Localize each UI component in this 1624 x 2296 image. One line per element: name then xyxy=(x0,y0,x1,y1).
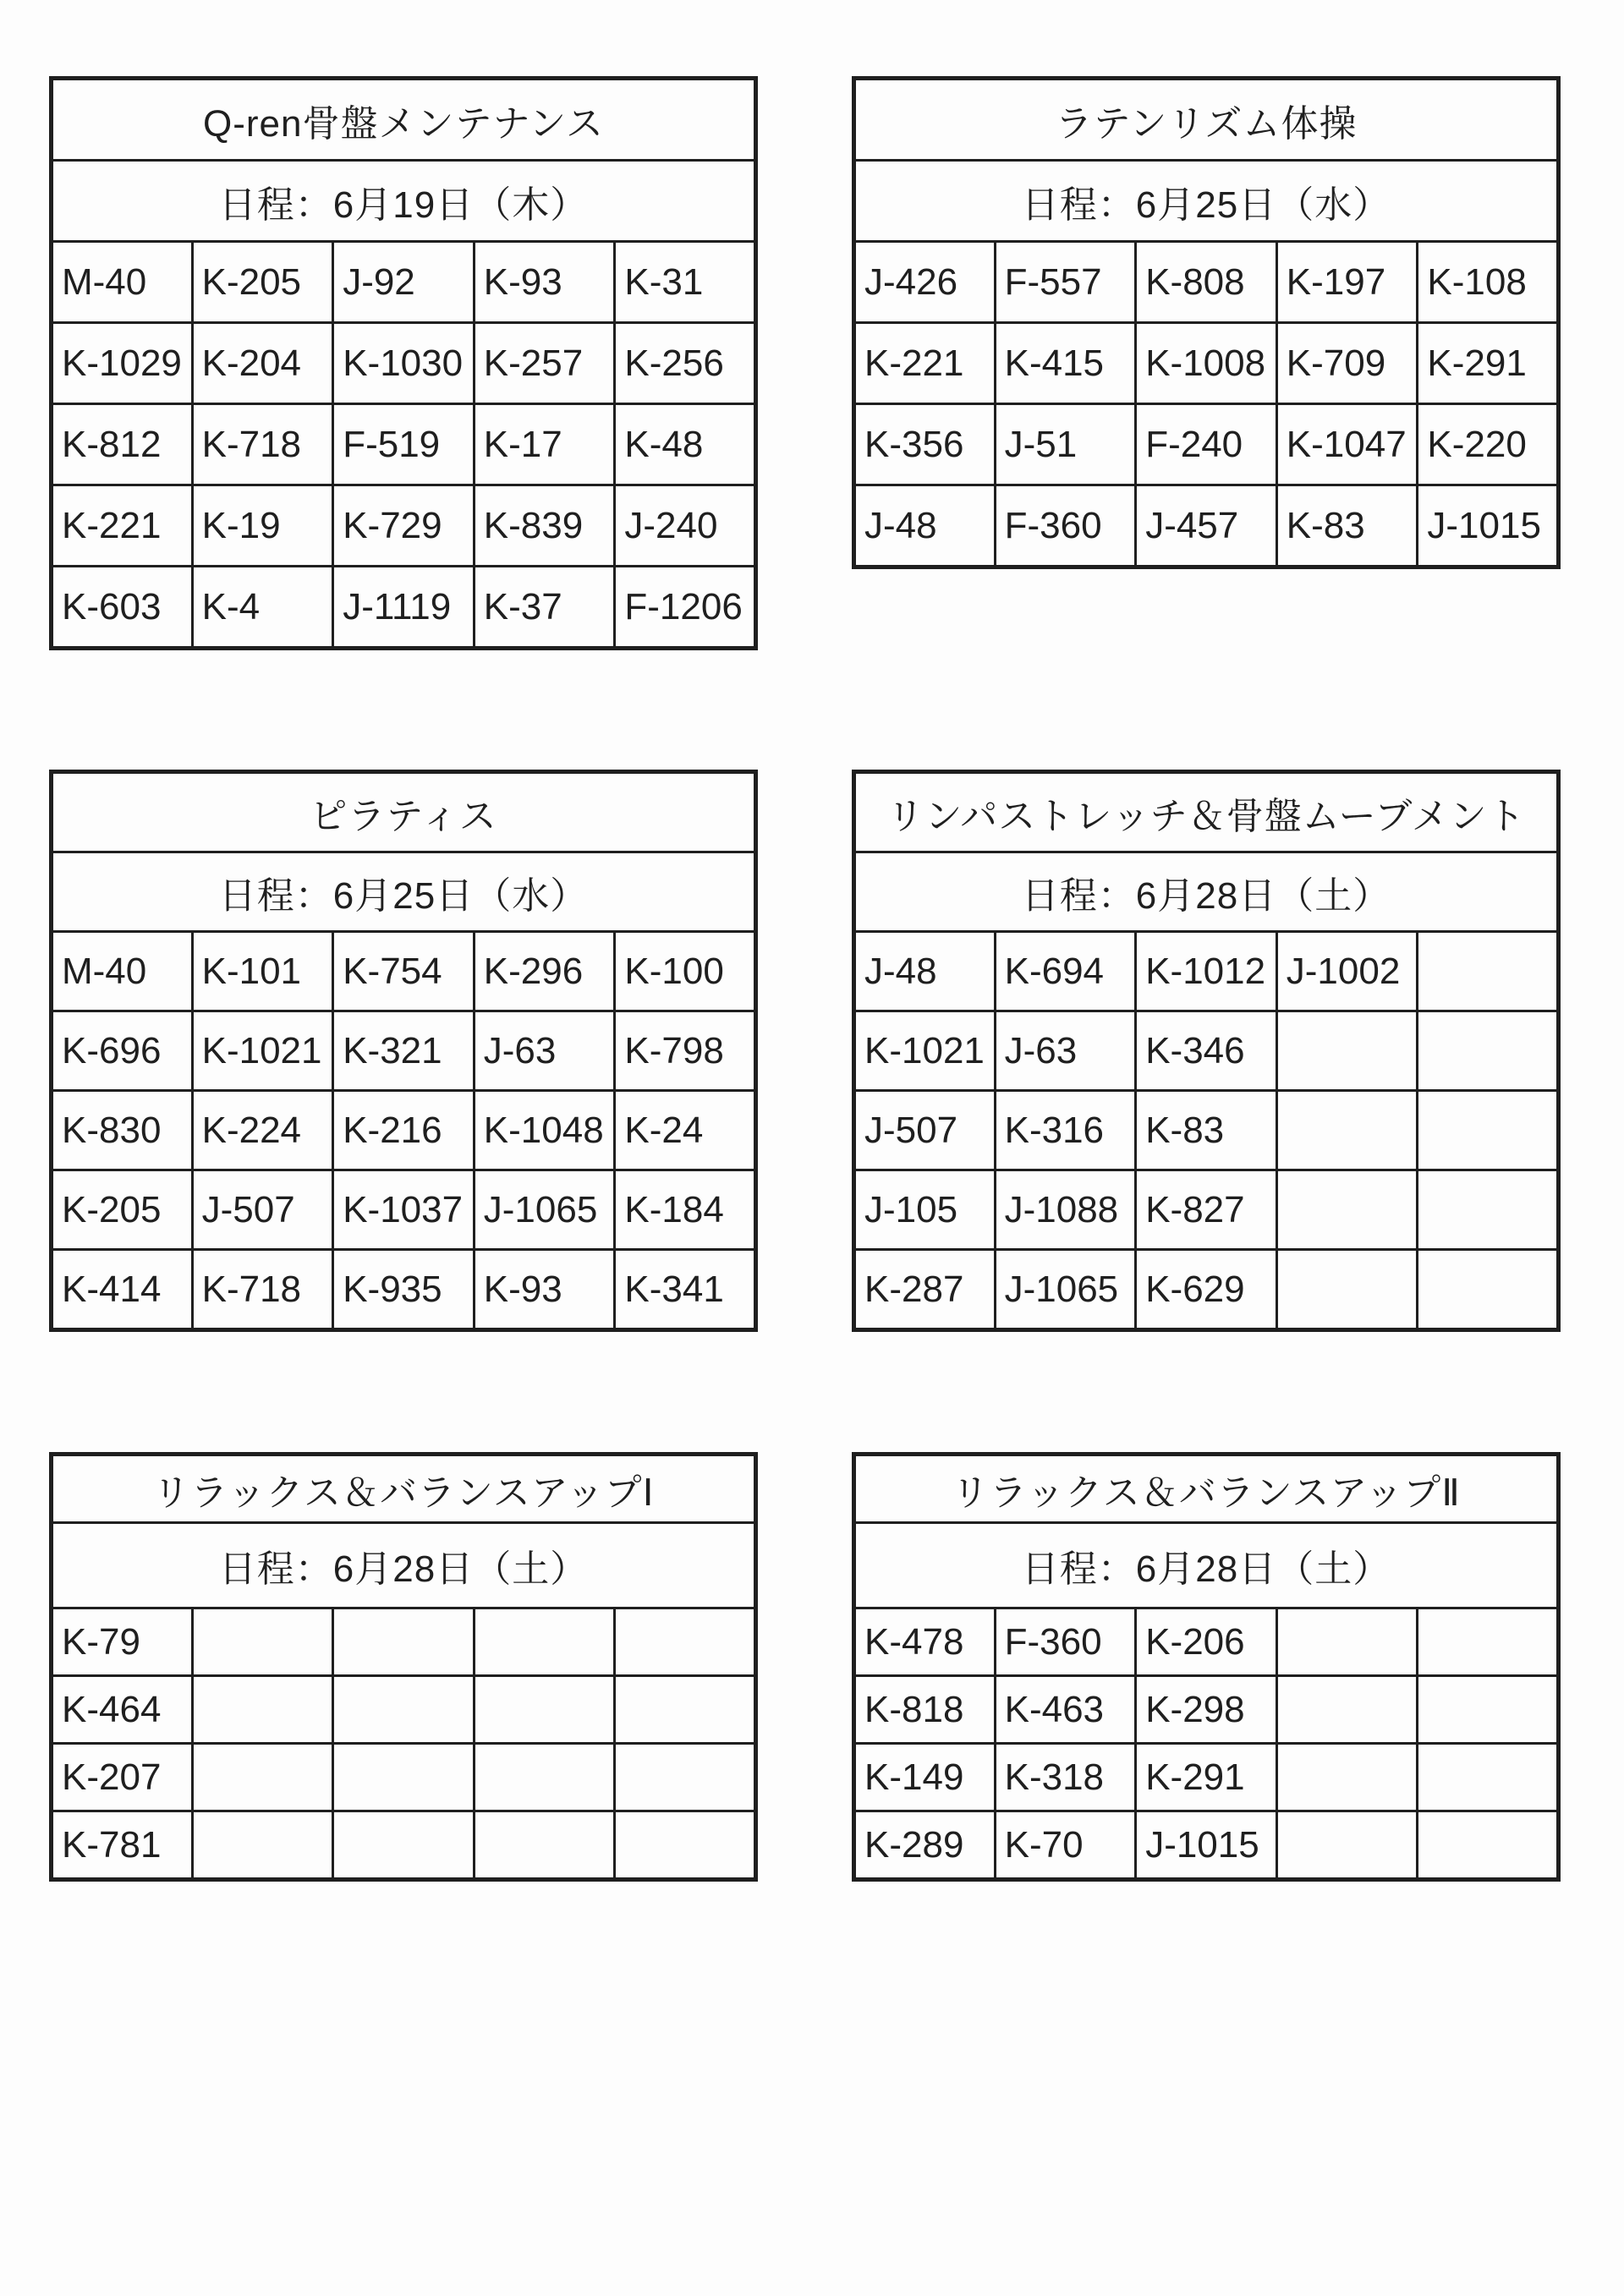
table-row xyxy=(854,161,1559,242)
table-grid xyxy=(49,76,758,650)
seat-code-cell: K-19 xyxy=(192,485,333,567)
table-date: 日程：6月25日（水） xyxy=(854,161,1559,242)
seat-code-cell: K-321 xyxy=(333,1011,475,1091)
seat-code-cell: K-1008 xyxy=(1136,323,1277,404)
seat-code-cell: J-240 xyxy=(615,485,756,567)
seat-code-cell: K-17 xyxy=(474,404,615,485)
table-row xyxy=(854,1011,1559,1091)
table-row xyxy=(854,79,1559,161)
seat-code-cell: K-839 xyxy=(474,485,615,567)
seat-code-cell: K-184 xyxy=(615,1170,756,1250)
table-row xyxy=(854,1091,1559,1170)
seat-code-cell: F-240 xyxy=(1136,404,1277,485)
table-title: リンパストレッチ＆骨盤ムーブメント xyxy=(854,772,1559,852)
seat-code-cell xyxy=(333,1676,475,1744)
seat-code-cell: K-216 xyxy=(333,1091,475,1170)
table-row xyxy=(52,1523,756,1608)
seat-code-cell: K-207 xyxy=(52,1744,193,1811)
table-grid xyxy=(49,1452,758,1882)
seat-code-cell: K-414 xyxy=(52,1250,193,1330)
seat-code-cell: K-257 xyxy=(474,323,615,404)
table-row xyxy=(52,1676,756,1744)
seat-code-cell xyxy=(192,1608,333,1676)
seat-code-cell: K-1030 xyxy=(333,323,475,404)
seat-code-cell: K-729 xyxy=(333,485,475,567)
seat-code-cell: K-341 xyxy=(615,1250,756,1330)
seat-code-cell: M-40 xyxy=(52,932,193,1011)
table-title: Q-ren骨盤メンテナンス xyxy=(52,79,756,161)
seat-code-cell xyxy=(615,1811,756,1880)
seat-code-cell: K-830 xyxy=(52,1091,193,1170)
seat-code-cell: K-694 xyxy=(995,932,1136,1011)
seat-code-cell xyxy=(1276,1676,1418,1744)
seat-code-cell: K-70 xyxy=(995,1811,1136,1880)
seat-code-cell: K-101 xyxy=(192,932,333,1011)
seat-code-cell: K-83 xyxy=(1136,1091,1277,1170)
seat-code-cell: K-718 xyxy=(192,1250,333,1330)
seat-code-cell xyxy=(192,1744,333,1811)
seat-code-cell xyxy=(474,1676,615,1744)
seat-code-cell xyxy=(1276,1811,1418,1880)
table-row xyxy=(854,323,1559,404)
seat-code-cell: K-827 xyxy=(1136,1170,1277,1250)
seat-code-cell: K-291 xyxy=(1418,323,1559,404)
table-date: 日程：6月19日（木） xyxy=(52,161,756,242)
seat-code-cell xyxy=(615,1744,756,1811)
seat-code-cell: K-93 xyxy=(474,1250,615,1330)
seat-code-cell: K-316 xyxy=(995,1091,1136,1170)
seat-code-cell: F-519 xyxy=(333,404,475,485)
table-row xyxy=(52,1608,756,1676)
seat-code-cell: K-93 xyxy=(474,242,615,323)
table-date: 日程：6月28日（土） xyxy=(854,852,1559,932)
seat-code-cell: J-1065 xyxy=(474,1170,615,1250)
seat-code-cell: J-63 xyxy=(995,1011,1136,1091)
table-row xyxy=(854,1744,1559,1811)
table-row xyxy=(854,1608,1559,1676)
table-title: リラックス＆バランスアップⅠ xyxy=(52,1455,756,1523)
seat-code-cell: K-478 xyxy=(854,1608,996,1676)
table-row xyxy=(854,1523,1559,1608)
seat-code-cell: K-256 xyxy=(615,323,756,404)
table-row xyxy=(854,485,1559,567)
seat-code-cell: K-48 xyxy=(615,404,756,485)
seat-code-cell: K-464 xyxy=(52,1676,193,1744)
seat-code-cell: J-51 xyxy=(995,404,1136,485)
table-row xyxy=(854,852,1559,932)
seat-code-cell: K-812 xyxy=(52,404,193,485)
table-row xyxy=(854,1676,1559,1744)
seat-code-cell xyxy=(1276,1011,1418,1091)
table-date: 日程：6月28日（土） xyxy=(52,1523,756,1608)
table-title: ピラティス xyxy=(52,772,756,852)
seat-code-cell: K-798 xyxy=(615,1011,756,1091)
seat-code-cell xyxy=(1276,1744,1418,1811)
seat-code-cell: J-1002 xyxy=(1276,932,1418,1011)
table-row xyxy=(52,404,756,485)
table-row xyxy=(854,1170,1559,1250)
seat-code-cell xyxy=(1418,1091,1559,1170)
seat-code-cell: K-291 xyxy=(1136,1744,1277,1811)
seat-code-cell: K-1037 xyxy=(333,1170,475,1250)
seat-code-cell: K-318 xyxy=(995,1744,1136,1811)
seat-code-cell xyxy=(474,1608,615,1676)
seat-code-cell: K-1029 xyxy=(52,323,193,404)
seat-code-cell: J-507 xyxy=(854,1091,996,1170)
seat-code-cell xyxy=(474,1811,615,1880)
seat-code-cell xyxy=(333,1744,475,1811)
seat-code-cell: K-296 xyxy=(474,932,615,1011)
seat-code-cell xyxy=(1418,1608,1559,1676)
table-row xyxy=(854,772,1559,852)
seat-code-cell xyxy=(1276,1091,1418,1170)
seat-code-cell: J-48 xyxy=(854,932,996,1011)
seat-code-cell: K-287 xyxy=(854,1250,996,1330)
seat-code-cell: J-92 xyxy=(333,242,475,323)
seat-code-cell: K-718 xyxy=(192,404,333,485)
table-row xyxy=(854,932,1559,1011)
seat-code-cell: K-24 xyxy=(615,1091,756,1170)
seat-code-cell: J-1065 xyxy=(995,1250,1136,1330)
class-table-relax-balance-up-2 xyxy=(852,1452,1561,1882)
seat-code-cell xyxy=(1276,1170,1418,1250)
seat-code-cell: K-1021 xyxy=(192,1011,333,1091)
seat-code-cell: K-346 xyxy=(1136,1011,1277,1091)
seat-code-cell: J-1119 xyxy=(333,567,475,649)
seat-code-cell xyxy=(192,1676,333,1744)
seat-code-cell xyxy=(1418,1676,1559,1744)
class-table-lymph-stretch-pelvis-movement xyxy=(852,770,1561,1332)
seat-code-cell xyxy=(1418,1811,1559,1880)
seat-code-cell xyxy=(1418,1744,1559,1811)
table-row xyxy=(52,852,756,932)
seat-code-cell: K-463 xyxy=(995,1676,1136,1744)
seat-code-cell xyxy=(1418,1170,1559,1250)
seat-code-cell: J-1015 xyxy=(1418,485,1559,567)
seat-code-cell: K-197 xyxy=(1276,242,1418,323)
seat-code-cell: K-79 xyxy=(52,1608,193,1676)
seat-code-cell: K-1048 xyxy=(474,1091,615,1170)
seat-code-cell: K-603 xyxy=(52,567,193,649)
seat-code-cell: J-63 xyxy=(474,1011,615,1091)
seat-code-cell: K-224 xyxy=(192,1091,333,1170)
table-title: リラックス＆バランスアップⅡ xyxy=(854,1455,1559,1523)
seat-code-cell: K-696 xyxy=(52,1011,193,1091)
seat-code-cell xyxy=(615,1608,756,1676)
seat-code-cell: K-206 xyxy=(1136,1608,1277,1676)
table-row xyxy=(52,932,756,1011)
seat-code-cell: J-1088 xyxy=(995,1170,1136,1250)
seat-code-cell xyxy=(1418,932,1559,1011)
seat-code-cell xyxy=(192,1811,333,1880)
seat-code-cell: K-4 xyxy=(192,567,333,649)
seat-code-cell: K-298 xyxy=(1136,1676,1277,1744)
seat-code-cell: K-220 xyxy=(1418,404,1559,485)
seat-code-cell: K-149 xyxy=(854,1744,996,1811)
seat-code-cell: K-1012 xyxy=(1136,932,1277,1011)
table-row xyxy=(52,772,756,852)
table-grid xyxy=(49,770,758,1332)
seat-code-cell: K-935 xyxy=(333,1250,475,1330)
table-grid xyxy=(852,770,1561,1332)
seat-code-cell: K-100 xyxy=(615,932,756,1011)
table-row xyxy=(52,161,756,242)
seat-code-cell: J-1015 xyxy=(1136,1811,1277,1880)
table-row xyxy=(52,485,756,567)
seat-code-cell: F-1206 xyxy=(615,567,756,649)
seat-code-cell: K-808 xyxy=(1136,242,1277,323)
seat-code-cell: K-221 xyxy=(854,323,996,404)
seat-code-cell: K-356 xyxy=(854,404,996,485)
table-row xyxy=(854,404,1559,485)
seat-code-cell xyxy=(333,1608,475,1676)
seat-code-cell: J-426 xyxy=(854,242,996,323)
table-grid xyxy=(852,76,1561,569)
seat-code-cell: K-1021 xyxy=(854,1011,996,1091)
seat-code-cell: K-108 xyxy=(1418,242,1559,323)
class-table-relax-balance-up-1 xyxy=(49,1452,758,1882)
table-row xyxy=(52,1011,756,1091)
seat-code-cell xyxy=(1276,1608,1418,1676)
table-date: 日程：6月28日（土） xyxy=(854,1523,1559,1608)
seat-code-cell: K-37 xyxy=(474,567,615,649)
table-row xyxy=(52,323,756,404)
seat-code-cell xyxy=(333,1811,475,1880)
seat-code-cell: K-781 xyxy=(52,1811,193,1880)
seat-code-cell: K-289 xyxy=(854,1811,996,1880)
table-row xyxy=(854,242,1559,323)
table-row xyxy=(854,1811,1559,1880)
seat-code-cell: K-818 xyxy=(854,1676,996,1744)
table-grid xyxy=(852,1452,1561,1882)
seat-code-cell xyxy=(1418,1011,1559,1091)
table-row xyxy=(52,1744,756,1811)
seat-code-cell: K-31 xyxy=(615,242,756,323)
seat-code-cell: K-754 xyxy=(333,932,475,1011)
table-row xyxy=(52,1091,756,1170)
seat-code-cell: K-205 xyxy=(52,1170,193,1250)
seat-code-cell xyxy=(615,1676,756,1744)
table-row xyxy=(52,1455,756,1523)
seat-code-cell xyxy=(1276,1250,1418,1330)
table-row xyxy=(52,1170,756,1250)
table-row xyxy=(52,1811,756,1880)
class-table-latin-rhythm-exercise xyxy=(852,76,1561,569)
table-row xyxy=(52,242,756,323)
table-title: ラテンリズム体操 xyxy=(854,79,1559,161)
table-row xyxy=(52,1250,756,1330)
seat-code-cell: J-105 xyxy=(854,1170,996,1250)
table-row xyxy=(854,1250,1559,1330)
seat-code-cell: K-1047 xyxy=(1276,404,1418,485)
seat-code-cell: K-205 xyxy=(192,242,333,323)
seat-code-cell xyxy=(1418,1250,1559,1330)
seat-code-cell: F-557 xyxy=(995,242,1136,323)
table-row xyxy=(854,1455,1559,1523)
seat-code-cell: K-629 xyxy=(1136,1250,1277,1330)
seat-code-cell: K-204 xyxy=(192,323,333,404)
seat-code-cell: J-457 xyxy=(1136,485,1277,567)
seat-code-cell: J-507 xyxy=(192,1170,333,1250)
seat-code-cell: K-83 xyxy=(1276,485,1418,567)
table-row xyxy=(52,567,756,649)
seat-code-cell: K-415 xyxy=(995,323,1136,404)
table-date: 日程：6月25日（水） xyxy=(52,852,756,932)
seat-code-cell: J-48 xyxy=(854,485,996,567)
seat-code-cell xyxy=(474,1744,615,1811)
seat-code-cell: F-360 xyxy=(995,485,1136,567)
seat-code-cell: K-221 xyxy=(52,485,193,567)
table-row xyxy=(52,79,756,161)
class-table-qren-pelvis-maintenance xyxy=(49,76,758,650)
class-table-pilates xyxy=(49,770,758,1332)
seat-code-cell: M-40 xyxy=(52,242,193,323)
seat-code-cell: K-709 xyxy=(1276,323,1418,404)
seat-code-cell: F-360 xyxy=(995,1608,1136,1676)
